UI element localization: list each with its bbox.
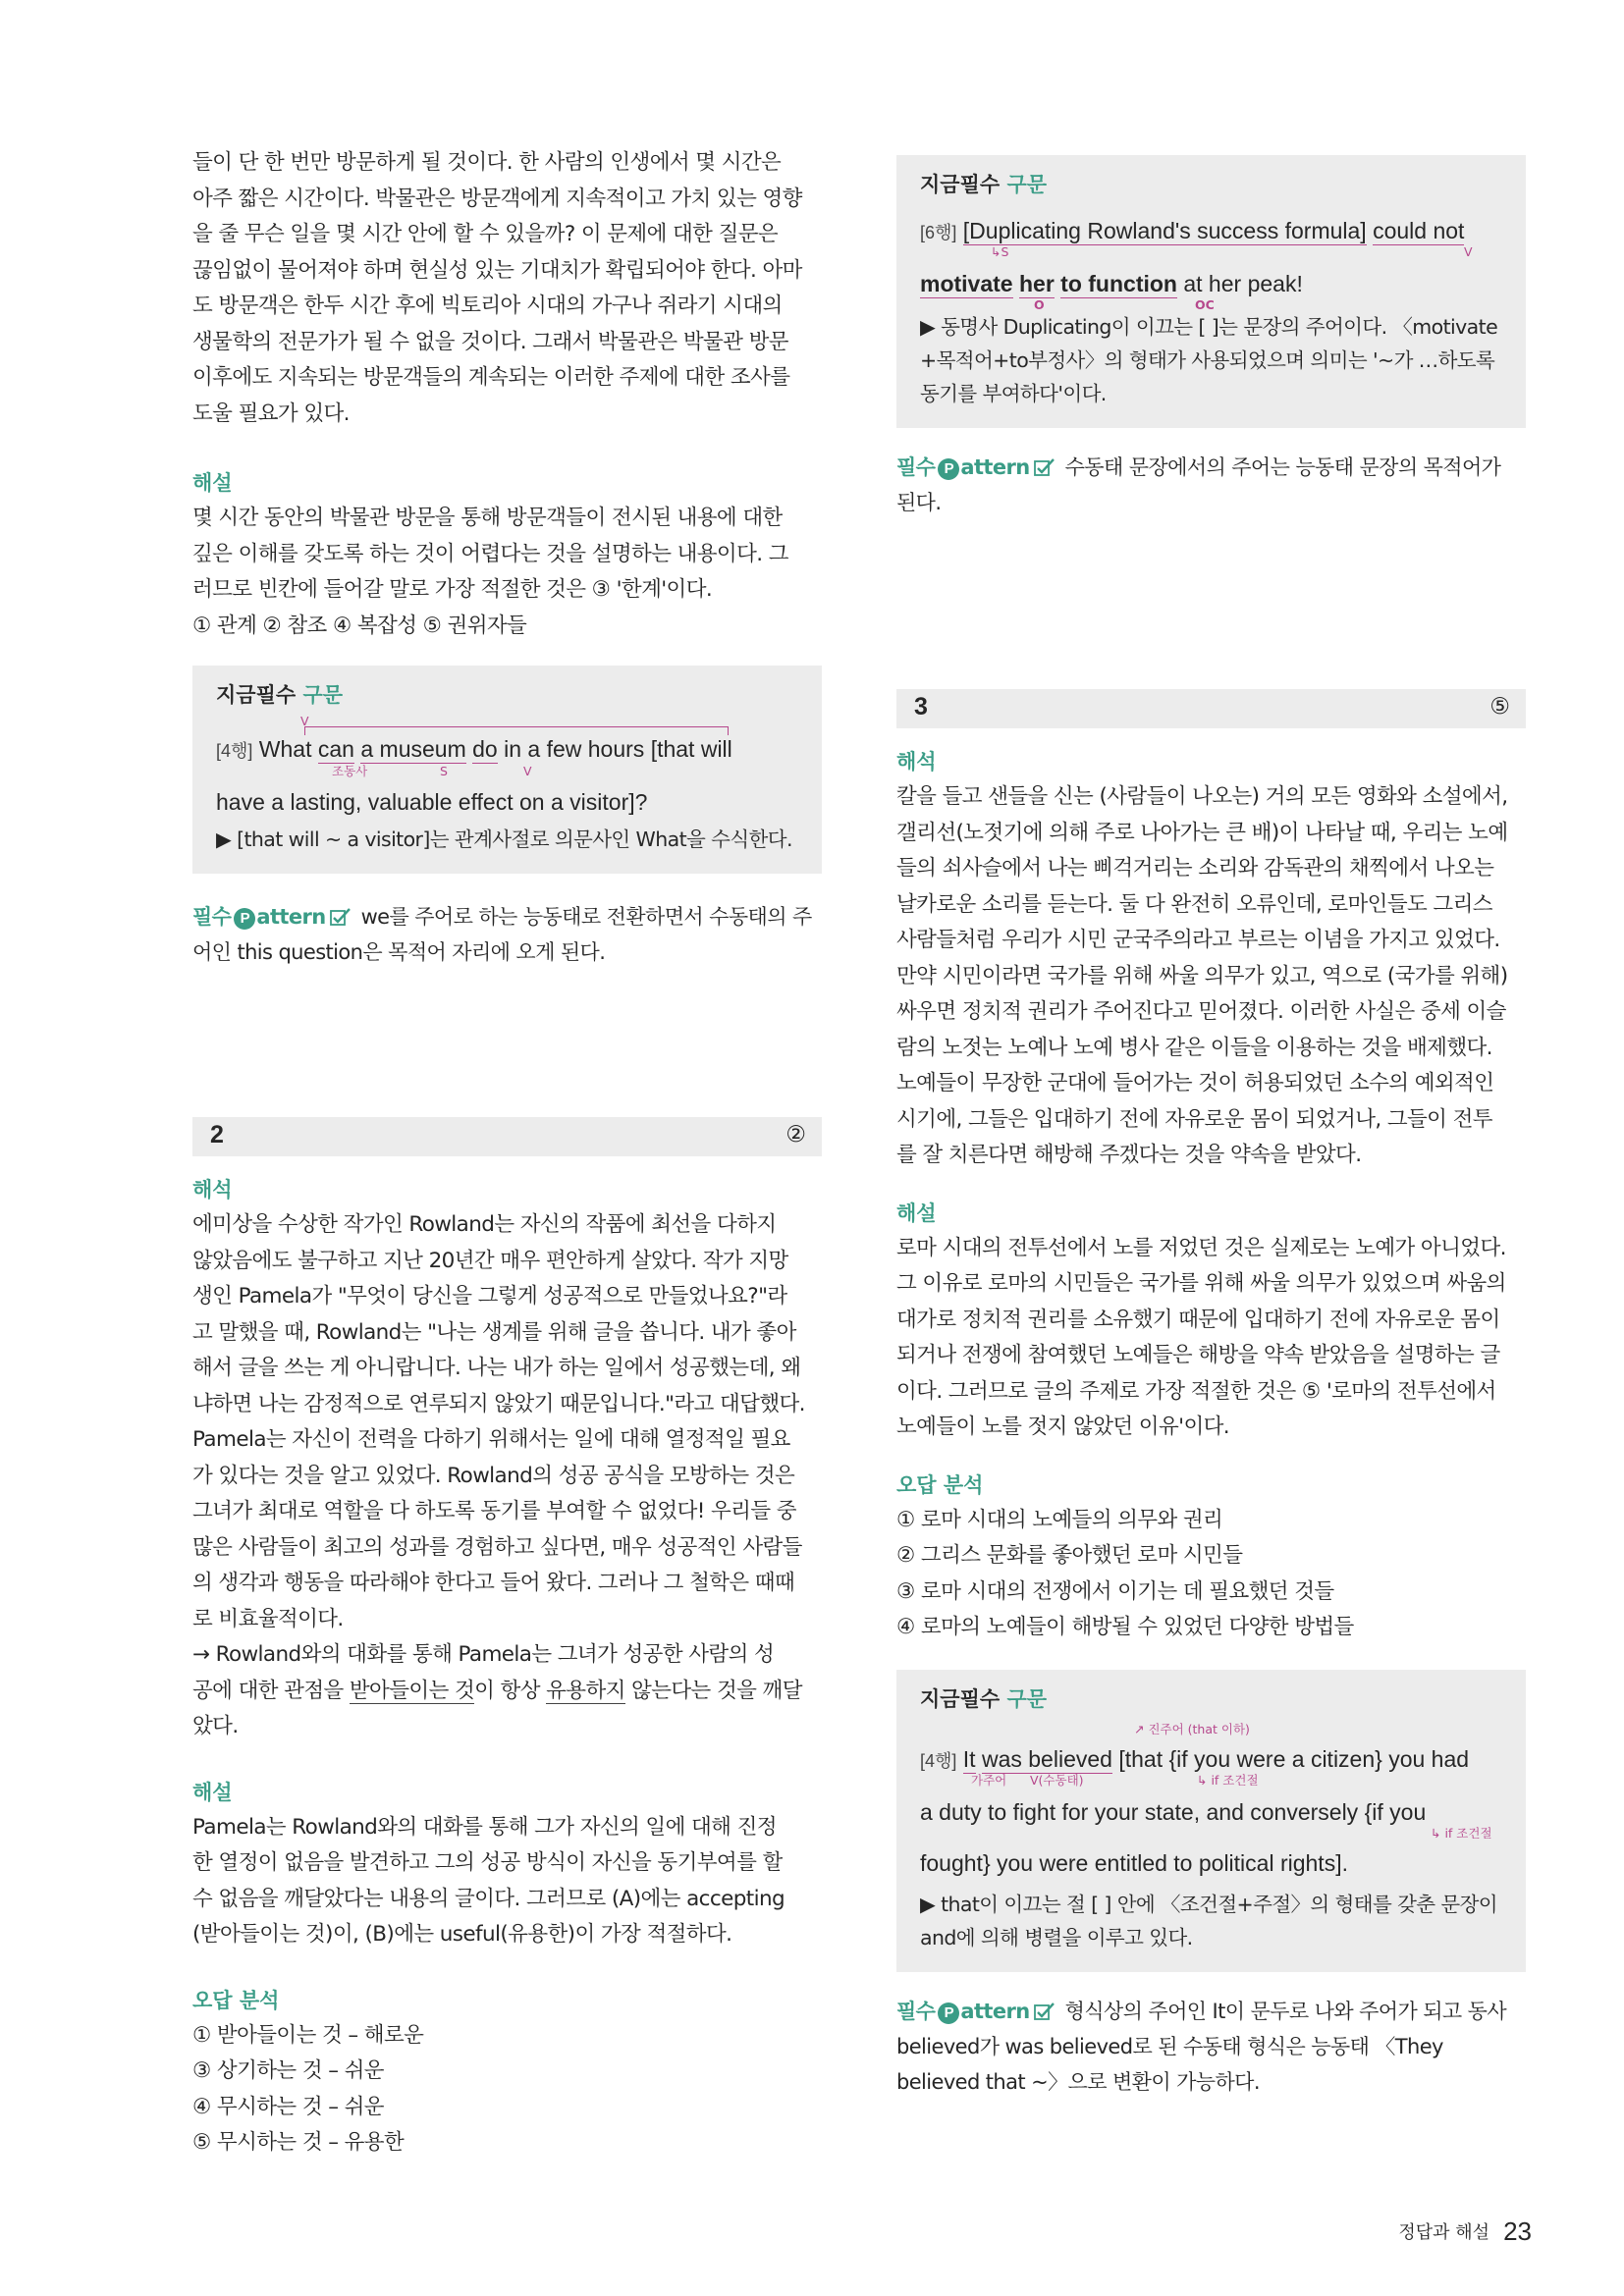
text-line: Pamela는 자신이 전력을 다하기 위해서는 일에 대해 열정적일 필요 [192, 1427, 790, 1452]
text-line: 람의 노젓는 노예나 노예 병사 같은 이들을 이용하는 것을 배제했다. [896, 1035, 1492, 1060]
section-heading: 해설 [192, 471, 233, 495]
annotation-fake-subject: 가주어 [971, 1772, 1007, 1788]
box-note: and에 의해 병렬을 이루고 있다. [920, 1925, 1193, 1949]
annotation-v-top: V [300, 714, 309, 728]
text-line: 도울 필요가 있다. [192, 400, 350, 426]
syntax-box-1 [192, 666, 822, 874]
text-line: 만약 시민이라면 국가를 위해 싸울 의무가 있고, 역으로 (국가를 위해) [896, 963, 1508, 988]
list-item: ① 로마 시대의 노예들의 의무와 권리 [896, 1507, 1223, 1532]
pattern-note-1: 필수 P attern we를 주어로 하는 능동태로 전환하면서 수동태의 주 어인 this question은 목적어 자리에 오게 된다. [192, 905, 812, 964]
text-line: 생물학의 전문가가 될 수 없을 것이다. 그래서 박물관은 박물관 방문 [192, 329, 788, 354]
box-note: ▶ 동명사 Duplicating이 이끄는 [ ]는 문장의 주어이다. 〈motivate [920, 315, 1498, 339]
list-item: ③ 로마 시대의 전쟁에서 이기는 데 필요했던 것들 [896, 1578, 1334, 1604]
section-heading: 해설 [896, 1201, 937, 1225]
box-note: +목적어+to부정사〉의 형태가 사용되었으며 의미는 '~가 …하도록 [920, 348, 1495, 372]
annotation-v: V [523, 764, 532, 778]
syntax-line: a duty to fight for your state, and conversely {if you ↳ if 조건절 [920, 1798, 1492, 1841]
text-line: 로 비효율적이다. [192, 1606, 344, 1631]
text-line: 가 있다는 것을 알고 있었다. Rowland의 성공 공식을 모방하는 것은 [192, 1463, 795, 1488]
annotation-v: V [1464, 244, 1473, 259]
left-column [192, 145, 822, 2162]
summary-line: 았다. [192, 1714, 239, 1738]
annotation-if-1: ↳ if 조건절 [1197, 1772, 1259, 1788]
checkbox-check-icon [1034, 2002, 1056, 2021]
list-item: ⑤ 무시하는 것 – 유용한 [192, 2130, 405, 2155]
haeseol-section-1 [192, 467, 822, 644]
text-line: 깊은 이해를 갖도록 하는 것이 어렵다는 것을 설명하는 내용이다. 그 [192, 541, 788, 566]
text-line: 노예들이 무장한 군대에 들어가는 것이 허용되었던 소수의 예외적인 [896, 1071, 1494, 1095]
text-line: 러므로 빈칸에 들어갈 말로 가장 적절한 것은 ③ '한계'이다. [192, 577, 713, 602]
haeseol-section-3 [896, 1198, 1526, 1446]
pattern-note-2: 필수 P attern 수동태 문장에서의 주어는 능동태 문장의 목적어가 된다. [896, 455, 1501, 514]
syntax-box-2 [896, 155, 1526, 428]
box-title: 지금필수 구문 [216, 683, 344, 707]
text-line: 몇 시간 동안의 박물관 방문을 통해 방문객들이 전시된 내용에 대한 [192, 506, 783, 530]
syntax-box-3 [896, 1670, 1526, 1972]
text-line: 끊임없이 물어져야 하며 현실성 있는 기대치가 확립되어야 한다. 아마 [192, 257, 802, 283]
section-answer: ⑤ [1489, 694, 1510, 720]
text-line: Pamela는 Rowland와의 대화를 통해 그가 자신의 일에 대해 진정 [192, 1814, 777, 1840]
text-line: 들의 쇠사슬에서 나는 삐걱거리는 소리와 감독관의 채찍에서 나오는 [896, 856, 1494, 881]
text-line: 수 없음을 깨달았다는 내용의 글이다. 그러므로 (A)에는 accepting [192, 1886, 785, 1911]
text-line: 그녀가 최대로 역할을 다 하도록 동기를 부여할 수 없었다! 우리들 중 [192, 1499, 796, 1523]
text-line: 도 방문객은 한두 시간 후에 빅토리아 시대의 가구나 쥐라기 시대의 [192, 294, 783, 318]
haeseok-section-3 [896, 746, 1526, 1174]
odap-section-3 [896, 1469, 1526, 1646]
syntax-line: ↗ 진주어 (that 이하) [4행] It was believed [that {if you were a citizen} you had 가주어 V(수동태) ↳ if 조건절 [920, 1721, 1470, 1788]
checkbox-check-icon [330, 907, 352, 927]
annotation-aux: 조동사 [332, 764, 368, 778]
list-item: ③ 상기하는 것 – 쉬운 [192, 2058, 384, 2083]
box-title: 지금필수 구문 [920, 173, 1048, 196]
box-note: 동기를 부여하다'이다. [920, 382, 1107, 405]
text-line: 날카로운 소리를 듣는다. 둘 다 완전히 오류인데, 로마인들도 그리스 [896, 891, 1492, 917]
section-number: 3 [914, 693, 928, 721]
text-line: 생인 Pamela가 "무엇이 당신을 그렇게 성공적으로 만들었나요?"라 [192, 1284, 787, 1308]
odap-section-2 [192, 1985, 822, 2162]
text-line: (받아들이는 것)이, (B)에는 useful(유용한)이 가장 적절하다. [192, 1922, 732, 1947]
text-line: 한 열정이 없음을 발견하고 그의 성공 방식이 자신을 동기부여를 할 [192, 1850, 783, 1875]
box-note: ▶ that이 이끄는 절 [ ] 안에 〈조건절+주절〉의 형태를 갖춘 문장이 [920, 1892, 1497, 1916]
summary-line: → Rowland와의 대화를 통해 Pamela는 그녀가 성공한 사람의 성 [192, 1642, 775, 1667]
annotation-o: O [1034, 297, 1045, 312]
syntax-line: [6행] [Duplicating Rowland's success formula] could not ↳S V [920, 218, 1473, 259]
section-answer: ② [785, 1122, 806, 1148]
annotation-v: V(수동태) [1030, 1772, 1084, 1788]
summary-line: 공에 대한 관점을 받아들이는 것이 항상 유용하지 않는다는 것을 깨달 [192, 1678, 802, 1703]
text-line: 로마 시대의 전투선에서 노를 저었던 것은 실제로는 노예가 아니었다. [896, 1235, 1506, 1260]
section-bar-2 [192, 1117, 822, 1156]
list-item: ② 그리스 문화를 좋아했던 로마 시민들 [896, 1543, 1243, 1568]
annotation-real-subject: ↗ 진주어 (that 이하) [1134, 1721, 1250, 1736]
page-footer [1398, 2216, 1532, 2247]
text-line: 이후에도 지속되는 방문객들의 계속되는 이러한 주제에 대한 조사를 [192, 365, 790, 390]
text-line: 많은 사람들이 최고의 성과를 경험하고 싶다면, 매우 성공적인 사람들 [192, 1534, 802, 1560]
section-number: 2 [210, 1121, 224, 1148]
blank-answer-b: 유용하지 [546, 1678, 625, 1703]
right-column [896, 155, 1526, 2100]
list-item: ④ 로마의 노예들이 해방될 수 있었던 다양한 방법들 [896, 1615, 1354, 1639]
list-item: ① 받아들이는 것 – 해로운 [192, 2022, 424, 2048]
haeseol-section-2 [192, 1777, 822, 1953]
annotation-bracket [304, 726, 729, 735]
section-heading: 해석 [192, 1178, 233, 1201]
pattern-note-3: 필수 P attern 형식상의 주어인 It이 문두로 나와 주어가 되고 동사 believed가 was believed로 된 수동태 형식은 능동태 〈They believed that ~〉으로 변환이 가능하다. [896, 1999, 1507, 2094]
text-line: 칼을 들고 샌들을 신는 (사람들이 나오는) 거의 모든 영화와 소설에서, [896, 784, 1508, 809]
footer-label: 정답과 해설 [1398, 2222, 1490, 2243]
text-line: ① 관계 ② 참조 ④ 복잡성 ⑤ 권위자들 [192, 613, 527, 638]
list-item: ④ 무시하는 것 – 쉬운 [192, 2094, 384, 2119]
pattern-p-icon: P [938, 458, 959, 480]
syntax-line: have a lasting, valuable effect on a visitor]? [216, 789, 648, 815]
syntax-line: fought} you were entitled to political rights]. [920, 1849, 1348, 1876]
checkbox-check-icon [1034, 457, 1056, 477]
text-line: 을 줄 무슨 일을 몇 시간 안에 할 수 있을까? 이 문제에 대한 질문은 [192, 222, 779, 246]
intro-paragraph [192, 145, 822, 432]
section-heading: 해설 [192, 1780, 233, 1804]
text-line: 사람들처럼 우리가 시민 군국주의라고 부르는 이념을 가지고 있었다. [896, 928, 1500, 952]
text-line: 갤리선(노젓기에 의해 주로 나아가는 큰 배)이 나타날 때, 우리는 노예 [896, 820, 1508, 845]
text-line: 않았음에도 불구하고 지난 20년간 매우 편안하게 살았다. 작가 지망 [192, 1248, 788, 1273]
section-heading: 오답 분석 [192, 1988, 280, 2012]
text-line: 그 이유로 로마의 시민들은 국가를 위해 싸울 의무가 있었으며 싸움의 [896, 1271, 1506, 1296]
section-heading: 오답 분석 [896, 1472, 984, 1497]
text-line: 를 잘 치른다면 해방해 주겠다는 것을 약속을 받았다. [896, 1143, 1362, 1167]
text-line: 고 말했을 때, Rowland는 "나는 생계를 위해 글을 씁니다. 내가 좋아 [192, 1319, 796, 1345]
text-line: 노예들이 노를 젓지 않았던 이유'이다. [896, 1415, 1230, 1439]
section-bar-3 [896, 689, 1526, 728]
annotation-s: S [440, 764, 448, 778]
box-title: 지금필수 구문 [920, 1686, 1048, 1711]
text-line: 냐하면 나는 감정적으로 연루되지 않았기 때문입니다."라고 대답했다. [192, 1391, 805, 1416]
syntax-line: V [4행] What can a museum do in a few hours [that will 조동사 S V [216, 714, 732, 778]
text-line: 되거나 전쟁에 참여했던 노예들은 해방을 약속 받았음을 설명하는 글 [896, 1343, 1500, 1367]
box-note: ▶ [that will ~ a visitor]는 관계사절로 의문사인 What을 수식한다. [216, 828, 792, 851]
text-line: 대가로 정치적 권리를 소유했기 때문에 입대하기 전에 자유로운 몸이 [896, 1307, 1500, 1332]
section-heading: 해석 [896, 750, 937, 774]
syntax-line: motivate her to function at her peak! O OC [920, 271, 1303, 312]
page-number: 23 [1503, 2216, 1532, 2246]
text-line: 에미상을 수상한 작가인 Rowland는 자신의 작품에 최선을 다하지 [192, 1212, 777, 1237]
text-line: 해서 글을 쓰는 게 아니랍니다. 나는 내가 하는 일에서 성공했는데, 왜 [192, 1356, 801, 1380]
haeseok-section-2 [192, 1174, 822, 1745]
text-line: 시기에, 그들은 입대하기 전에 자유로운 몸이 되었거나, 그들이 전투 [896, 1106, 1492, 1132]
annotation-s: ↳S [991, 244, 1009, 259]
annotation-oc: OC [1195, 297, 1215, 312]
text-line: 이다. 그러므로 글의 주제로 가장 적절한 것은 ⑤ '로마의 전투선에서 [896, 1378, 1496, 1404]
text-line: 들이 단 한 번만 방문하게 될 것이다. 한 사람의 인생에서 몇 시간은 [192, 150, 782, 175]
pattern-p-icon: P [938, 2002, 959, 2024]
annotation-if-2: ↳ if 조건절 [1431, 1825, 1492, 1841]
text-line: 아주 짧은 시간이다. 박물관은 방문객에게 지속적이고 가치 있는 영향 [192, 186, 802, 211]
blank-answer-a: 받아들이는 것 [349, 1678, 475, 1703]
pattern-p-icon: P [234, 908, 255, 930]
text-line: 싸우면 정치적 권리가 주어진다고 믿어졌다. 이러한 사실은 중세 이슬 [896, 999, 1506, 1024]
text-line: 의 생각과 행동을 따라해야 한다고 들어 왔다. 그러나 그 철학은 때때 [192, 1571, 795, 1595]
